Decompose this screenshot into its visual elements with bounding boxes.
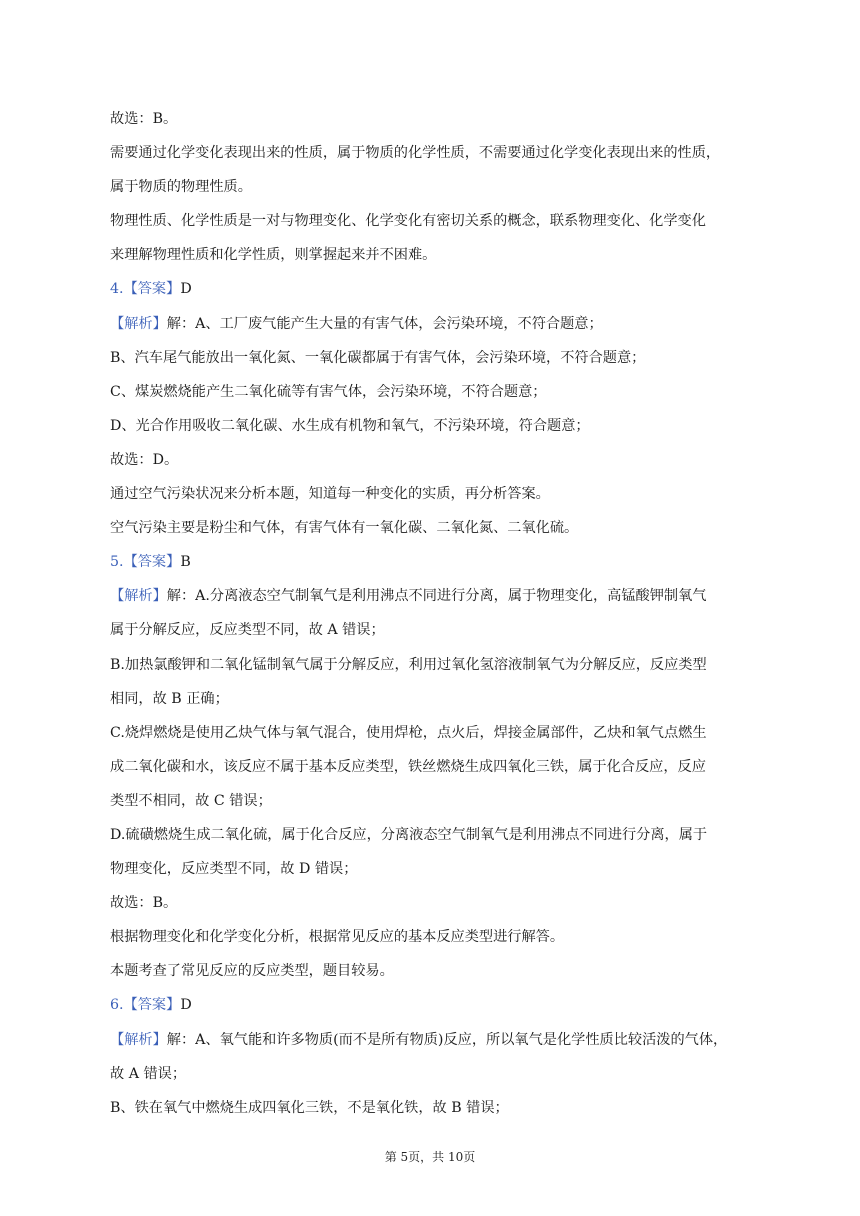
question-number: 4. (110, 281, 124, 298)
analysis-tag: 【解析】 (110, 1031, 167, 1048)
text-line: 来理解物理性质和化学性质，则掌握起来并不困难。 (110, 247, 437, 264)
question-4-analysis (110, 307, 752, 341)
text-line: D、光合作用吸收二氧化碳、水生成有机物和氧气，不污染环境，符合题意； (110, 417, 590, 434)
text-line: 相同，故 B 正确； (110, 690, 229, 707)
text-line: D.硫磺燃烧生成二氧化硫，属于化合反应，分离液态空气制氧气是利用沸点不同进行分离，属于 (110, 826, 708, 843)
text-line: 空气污染主要是粉尘和气体，有害气体有一氧化碳、二氧化氮、二氧化硫。 (110, 520, 579, 537)
analysis-text: 解：A.分离液态空气制氧气是利用沸点不同进行分离，属于物理变化，高锰酸钾制氧气 (166, 588, 707, 605)
text-line: 故选：B。 (110, 111, 178, 127)
answer-tag: 【答案】 (123, 281, 181, 298)
analysis-tag: 【解析】 (110, 315, 167, 332)
text-line: B、汽车尾气能放出一氧化氮、一氧化碳都属于有害气体，会污染环境，不符合题意； (110, 349, 646, 366)
answer-value: D (180, 281, 192, 298)
text-line: B.加热氯酸钾和二氧化锰制氧气属于分解反应，利用过氧化氢溶液制氧气为分解反应，反应类型 (110, 656, 707, 673)
text-line: 属于物质的物理性质。 (110, 179, 252, 196)
text-line: 物理变化，反应类型不同，故 D 错误； (110, 861, 358, 878)
question-number: 5. (110, 554, 124, 571)
text-line: 成二氧化碳和水，该反应不属于基本反应类型，铁丝燃烧生成四氧化三铁，属于化合反应，反应 (110, 758, 706, 775)
document-body (110, 102, 752, 1125)
text-line: 故 A 错误； (110, 1065, 187, 1082)
question-number: 6. (110, 997, 124, 1014)
analysis-text: 解：A、氧气能和许多物质(而不是所有物质)反应，所以氧气是化学性质比较活泼的气体， (166, 1031, 728, 1048)
text-line: B、铁在氧气中燃烧生成四氧化三铁，不是氧化铁，故 B 错误； (110, 1099, 509, 1116)
text-line: 故选：D。 (110, 451, 179, 468)
question-5-analysis (110, 579, 752, 613)
answer-tag: 【答案】 (123, 997, 181, 1014)
text-line: C.烧焊燃烧是使用乙炔气体与氧气混合，使用焊枪，点火后，焊接金属部件，乙炔和氧气点燃生 (110, 724, 707, 741)
text-line: C、煤炭燃烧能产生二氧化硫等有害气体，会污染环境，不符合题意； (110, 383, 547, 400)
text-line: 根据物理变化和化学变化分析，根据常见反应的基本反应类型进行解答。 (110, 929, 565, 946)
analysis-text: 解：A、工厂废气能产生大量的有害气体，会污染环境，不符合题意； (166, 315, 603, 332)
question-4-answer (110, 272, 752, 306)
answer-value: B (180, 554, 191, 571)
text-line: 类型不相同，故 C 错误； (110, 792, 272, 809)
page-footer: 第 5页，共 10页 (384, 1150, 476, 1164)
analysis-tag: 【解析】 (110, 588, 167, 605)
text-line: 本题考查了常见反应的反应类型，题目较易。 (110, 963, 394, 980)
question-6-analysis (110, 1023, 752, 1057)
text-line: 通过空气污染状况来分析本题，知道每一种变化的实质，再分析答案。 (110, 486, 550, 503)
question-6-answer (110, 988, 752, 1022)
text-line: 属于分解反应，反应类型不同，故 A 错误； (110, 622, 385, 639)
answer-value: D (180, 997, 192, 1014)
question-5-answer (110, 545, 752, 579)
text-line: 需要通过化学变化表现出来的性质，属于物质的化学性质，不需要通过化学变化表现出来的性质， (110, 145, 721, 162)
text-line: 故选：B。 (110, 895, 178, 912)
text-line: 物理性质、化学性质是一对与物理变化、化学变化有密切关系的概念，联系物理变化、化学变化 (110, 213, 706, 230)
answer-tag: 【答案】 (123, 554, 181, 571)
